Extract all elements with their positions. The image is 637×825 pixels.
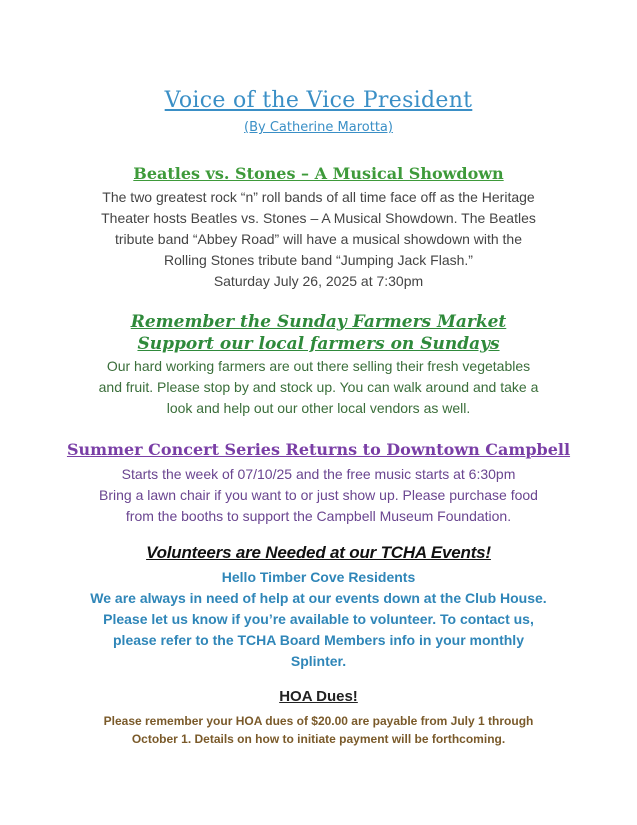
text-line: Splinter. [290,653,347,669]
text-line: and fruit. Please stop by and stock up. You can walk around and take a [98,379,539,395]
section-heading-market-2: Support our local farmers on Sundays [137,334,500,354]
section-heading-market-1: Remember the Sunday Farmers Market [130,312,507,332]
section-heading-beatles: Beatles vs. Stones – A Musical Showdown [133,164,504,183]
text-line: please refer to the TCHA Board Members info in your monthly [113,632,524,648]
text-line: Please let us know if you’re available to volunteer. To contact us, [103,611,534,627]
text-line: October 1. Details on how to initiate payment will be forthcoming. [131,732,506,746]
section-heading-concert: Summer Concert Series Returns to Downtown Campbell [66,440,571,459]
page-title: Voice of the Vice President [164,88,473,113]
section-body-market [0,356,637,419]
section-heading-volunteers: Volunteers are Needed at our TCHA Events! [146,543,491,562]
section-body-beatles [0,187,637,292]
text-line: from the booths to support the Campbell Museum Foundation. [125,508,512,524]
section-heading-hoa: HOA Dues! [279,688,358,705]
text-line: Theater hosts Beatles vs. Stones – A Musical Showdown. The Beatles [101,210,536,226]
text-line: Rolling Stones tribute band “Jumping Jack Flash.” [164,252,473,268]
text-line: The two greatest rock “n” roll bands of all time face off as the Heritage [102,189,535,205]
section-body-hoa [0,712,637,748]
text-line: tribute band “Abbey Road” will have a musical showdown with the [115,231,522,247]
section-body-volunteers [0,567,637,672]
text-line: Hello Timber Cove Residents [221,569,416,585]
text-line: Our hard working farmers are out there selling their fresh vegetables [106,358,531,374]
text-line: Starts the week of 07/10/25 and the free music starts at 6:30pm [121,466,516,482]
text-line: look and help out our other local vendors as well. [166,400,471,416]
text-line: Bring a lawn chair if you want to or just show up. Please purchase food [99,487,538,503]
text-line: Please remember your HOA dues of $20.00 are payable from July 1 through [103,714,534,728]
byline: (By Catherine Marotta) [244,120,393,135]
text-line: We are always in need of help at our events down at the Club House. [90,590,547,606]
text-line: Saturday July 26, 2025 at 7:30pm [213,273,424,289]
section-body-concert [0,464,637,527]
